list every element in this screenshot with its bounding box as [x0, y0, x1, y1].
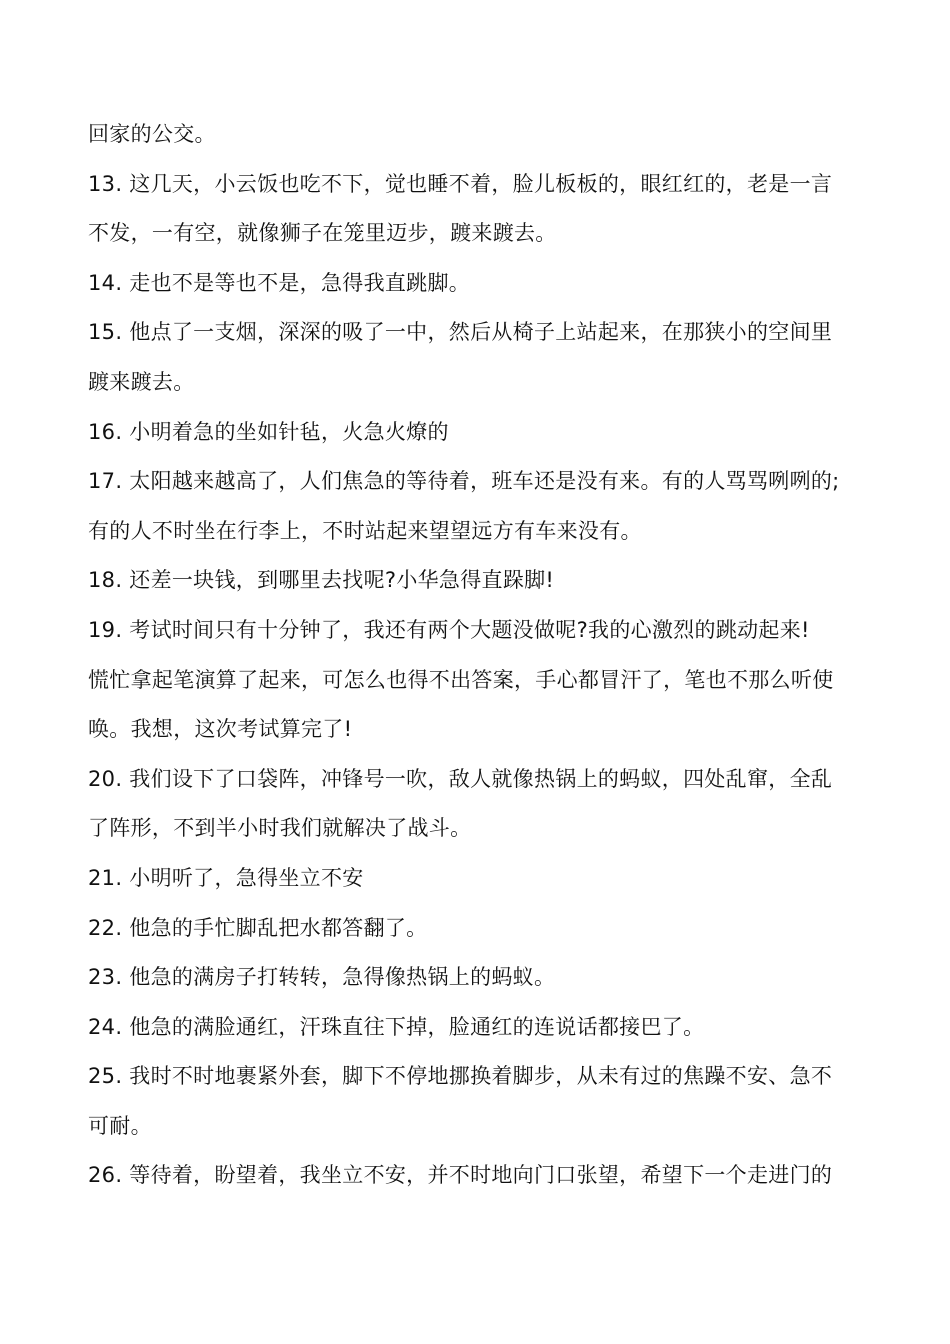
- paragraph: [88, 160, 864, 259]
- text-line: 慌忙拿起笔演算了起来，可怎么也得不出答案，手心都冒汗了，笔也不那么听使: [88, 667, 834, 692]
- document-body: [88, 110, 864, 1201]
- text-line: 25. 我时不时地裹紧外套，脚下不停地挪换着脚步，从未有过的焦躁不安、急不: [88, 1064, 833, 1089]
- text-line: 13. 这几天，小云饭也吃不下，觉也睡不着，脸儿板板的，眼红红的，老是一言: [88, 171, 833, 196]
- text-line: 24. 他急的满脸通红，汗珠直往下掉，脸通红的连说话都接巴了。: [88, 1014, 705, 1039]
- text-line: 19. 考试时间只有十分钟了，我还有两个大题没做呢?我的心激烈的跳动起来!: [88, 617, 810, 642]
- text-line: 踱来踱去。: [88, 369, 195, 394]
- text-line: 17. 太阳越来越高了，人们焦急的等待着，班车还是没有来。有的人骂骂咧咧的;: [88, 469, 840, 494]
- paragraph: [88, 1003, 864, 1053]
- paragraph: [88, 457, 864, 556]
- paragraph: [88, 408, 864, 458]
- text-line: 20. 我们设下了口袋阵，冲锋号一吹，敌人就像热锅上的蚂蚁，四处乱窜，全乱: [88, 766, 833, 791]
- text-line: 21. 小明听了，急得坐立不安: [88, 865, 364, 890]
- paragraph: [88, 1052, 864, 1151]
- paragraph: [88, 110, 864, 160]
- text-line: 14. 走也不是等也不是，急得我直跳脚。: [88, 270, 471, 295]
- text-line: 18. 还差一块钱，到哪里去找呢?小华急得直跺脚!: [88, 568, 555, 593]
- text-line: 有的人不时坐在行李上，不时站起来望望远方有车来没有。: [88, 518, 642, 543]
- paragraph: [88, 953, 864, 1003]
- text-line: 不发，一有空，就像狮子在笼里迈步，踱来踱去。: [88, 221, 557, 246]
- paragraph: [88, 259, 864, 309]
- text-line: 15. 他点了一支烟，深深的吸了一中，然后从椅子上站起来，在那狭小的空间里: [88, 320, 833, 345]
- paragraph: [88, 755, 864, 854]
- paragraph: [88, 854, 864, 904]
- paragraph: [88, 606, 864, 755]
- text-line: 了阵形，不到半小时我们就解决了战斗。: [88, 816, 472, 841]
- text-line: 唤。我想，这次考试算完了!: [88, 717, 353, 742]
- paragraph: [88, 556, 864, 606]
- paragraph: [88, 904, 864, 954]
- text-line: 16. 小明着急的坐如针毡，火急火燎的: [88, 419, 449, 444]
- text-line: 23. 他急的满房子打转转，急得像热锅上的蚂蚁。: [88, 965, 556, 990]
- text-line: 可耐。: [88, 1113, 152, 1138]
- text-line: 26. 等待着，盼望着，我坐立不安，并不时地向门口张望，希望下一个走进门的: [88, 1163, 833, 1188]
- text-line: 回家的公交。: [88, 122, 216, 146]
- paragraph: [88, 1151, 864, 1201]
- text-line: 22. 他急的手忙脚乱把水都答翻了。: [88, 915, 428, 940]
- paragraph: [88, 308, 864, 407]
